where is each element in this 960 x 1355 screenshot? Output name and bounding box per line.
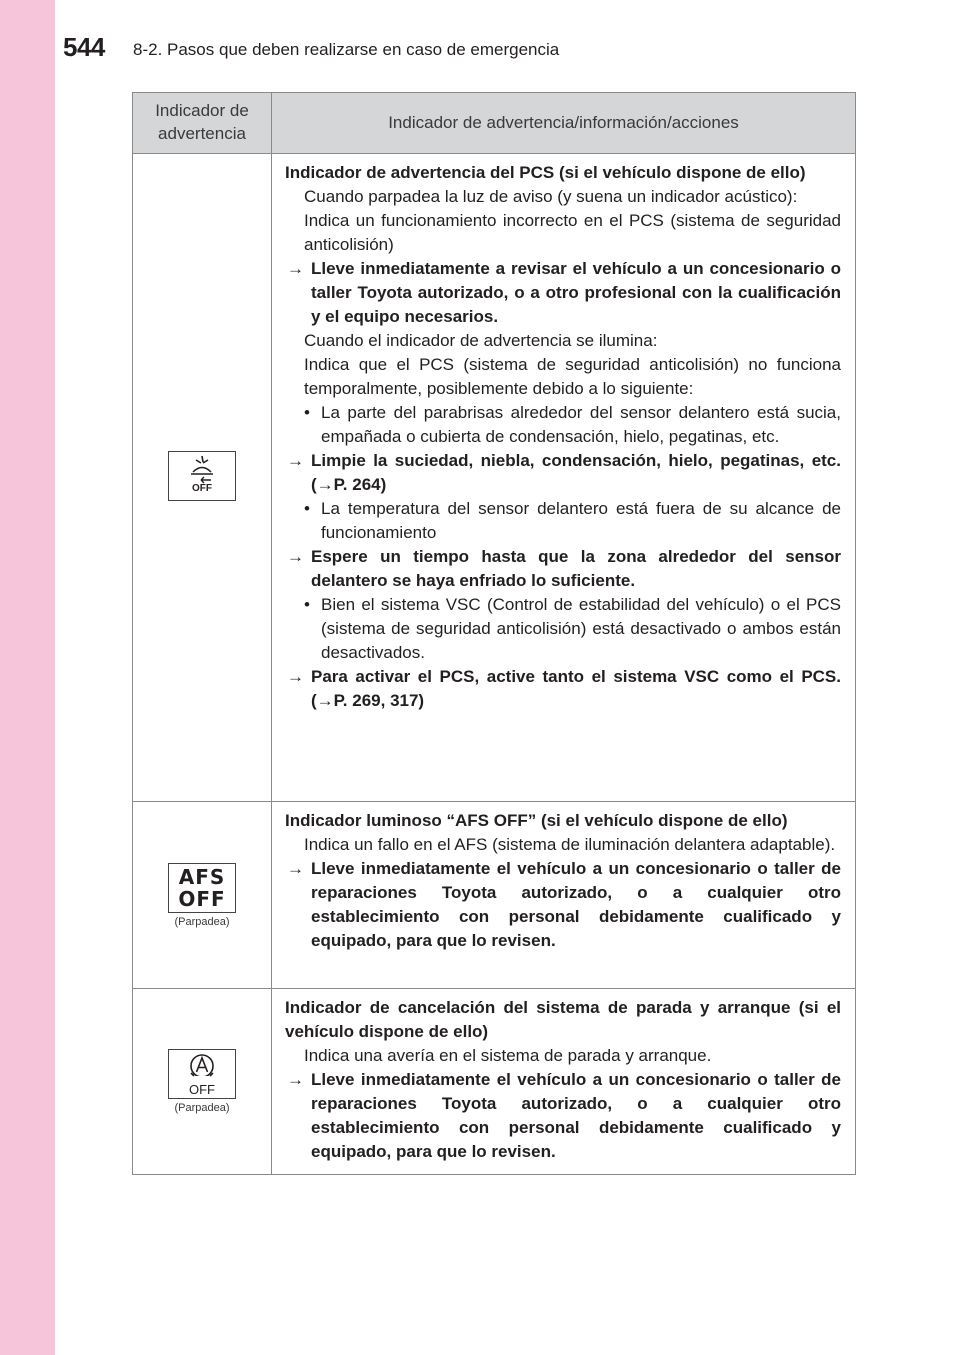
paragraph: Indica una avería en el sistema de parada y arranque.	[304, 1046, 712, 1065]
arrow-icon: →	[287, 859, 304, 878]
action-item	[285, 1068, 841, 1164]
table-row	[133, 154, 856, 802]
bullet-text: La temperatura del sensor delantero está fuera de su alcance de funcionamiento	[321, 499, 841, 542]
afs-off-label: OFF	[178, 886, 226, 911]
action-item	[285, 545, 841, 593]
action-text: Lleve inmediatamente el vehículo a un concesionario o taller de reparaciones Toyota autorizado, o a cualquier otro establecimiento con personal debidamente cualificado y equipado, para que lo revisen.	[311, 1070, 841, 1161]
pcs-off-label: OFF	[192, 482, 212, 494]
action-text: Espere un tiempo hasta que la zona alrededor del sensor delantero se haya enfriado lo suficiente.	[311, 547, 841, 590]
icon-cell	[133, 154, 272, 802]
paragraph: Indica que el PCS (sistema de seguridad anticolisión) no funciona temporalmente, posiblemente debido a lo siguiente:	[304, 355, 841, 398]
action-item	[285, 665, 841, 713]
bullet-icon: •	[304, 499, 310, 518]
action-text: Limpie la suciedad, niebla, condensación, hielo, pegatinas, etc. (→P. 264)	[311, 451, 841, 494]
paragraph: Cuando parpadea la luz de aviso (y suena un indicador acústico):	[304, 187, 798, 206]
paragraph: Indica un funcionamiento incorrecto en el PCS (sistema de seguridad anticolisión)	[304, 211, 841, 254]
section-title: 8-2. Pasos que deben realizarse en caso de emergencia	[133, 40, 560, 59]
table-row	[133, 802, 856, 989]
arrow-icon: →	[287, 259, 304, 278]
table-header-row	[133, 93, 856, 154]
content-cell	[272, 989, 856, 1175]
column-header-indicator-line2: advertencia	[158, 124, 246, 143]
stop-start-off-indicator-icon	[168, 1049, 236, 1099]
row-title: Indicador luminoso “AFS OFF” (si el vehículo dispone de ello)	[285, 811, 788, 830]
content-cell	[272, 154, 856, 802]
row-title: Indicador de advertencia del PCS (si el vehículo dispone de ello)	[285, 163, 806, 182]
bullet-icon: •	[304, 403, 310, 422]
stop-start-off-label: OFF	[189, 1082, 215, 1097]
bullet-text: La parte del parabrisas alrededor del sensor delantero está sucia, empañada o cubierta de condensación, hielo, pegatinas, etc.	[321, 403, 841, 446]
afs-label: AFS	[178, 864, 226, 889]
action-item	[285, 257, 841, 329]
action-item	[285, 449, 841, 497]
action-text: Lleve inmediatamente a revisar el vehículo a un concesionario o taller Toyota autorizado, o a otro profesional con la cualificación y el equipo necesarios.	[311, 259, 841, 326]
page-number: 544	[63, 32, 105, 62]
column-header-indicator	[133, 93, 272, 154]
blink-caption: (Parpadea)	[174, 1102, 230, 1114]
page-side-tab	[0, 0, 55, 1355]
icon-cell	[133, 802, 272, 989]
action-text: Lleve inmediatamente el vehículo a un concesionario o taller de reparaciones Toyota autorizado, o a cualquier otro establecimiento con personal debidamente cualificado y equipado, para que lo revisen.	[311, 859, 841, 950]
arrow-icon: →	[287, 451, 304, 470]
bullet-icon: •	[304, 595, 310, 614]
bullet-item	[285, 593, 841, 665]
afs-off-indicator-icon	[168, 863, 236, 913]
paragraph: Indica un fallo en el AFS (sistema de iluminación delantera adaptable).	[304, 835, 836, 854]
content-cell	[272, 802, 856, 989]
bullet-text: Bien el sistema VSC (Control de estabilidad del vehículo) o el PCS (sistema de seguridad anticolisión) está desactivado o ambos están desactivados.	[321, 595, 841, 662]
paragraph: Cuando el indicador de advertencia se ilumina:	[304, 331, 658, 350]
action-item	[285, 857, 841, 953]
blink-caption: (Parpadea)	[174, 915, 230, 928]
bullet-item	[285, 497, 841, 545]
warning-indicator-table	[132, 92, 856, 1175]
icon-cell	[133, 989, 272, 1175]
column-header-actions: Indicador de advertencia/información/acciones	[272, 93, 856, 154]
arrow-icon: →	[287, 667, 304, 686]
stop-start-a-icon	[169, 1050, 235, 1082]
arrow-icon: →	[287, 1070, 304, 1089]
arrow-icon: →	[287, 547, 304, 566]
row-title: Indicador de cancelación del sistema de parada y arranque (si el vehículo dispone de ello)	[285, 998, 841, 1041]
table-row	[133, 989, 856, 1175]
column-header-indicator-line1: Indicador de	[155, 101, 249, 121]
action-text: Para activar el PCS, active tanto el sistema VSC como el PCS. (→P. 269, 317)	[311, 667, 841, 710]
bullet-item	[285, 401, 841, 449]
pcs-off-indicator-icon	[168, 451, 236, 501]
